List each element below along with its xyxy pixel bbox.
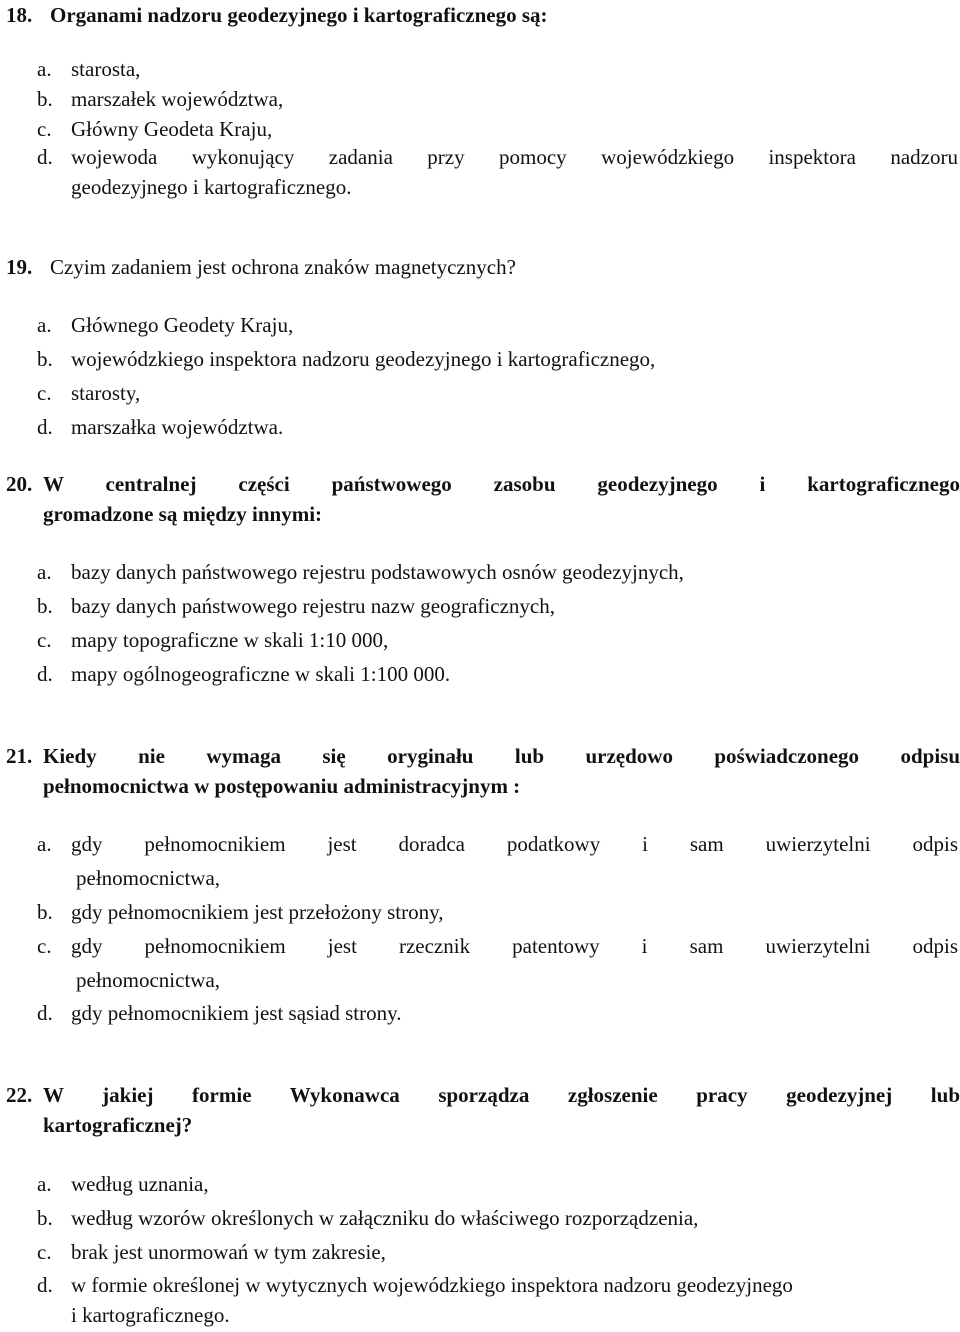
option-letter: d.: [37, 1001, 53, 1025]
question-22-title: [6, 1080, 960, 1140]
option-letter: b.: [37, 900, 53, 924]
question-22-option-a: [37, 1169, 957, 1199]
question-number: 18.: [6, 3, 33, 27]
question-18-option-b: [37, 84, 957, 114]
option-text: gdy pełnomocnikiem jest doradca podatkowy i sam uwierzytelni odpis: [71, 832, 958, 856]
option-letter: a.: [37, 560, 52, 584]
question-22-option-d: [37, 1270, 960, 1330]
question-text-line: Czyim zadaniem jest ochrona znaków magnetycznych?: [50, 255, 516, 279]
question-text-line: Kiedy nie wymaga się oryginału lub urzędowo poświadczonego odpisu: [43, 744, 960, 768]
question-21-title: [6, 741, 960, 801]
option-text: według wzorów określonych w załączniku do właściwego rozporządzenia,: [71, 1206, 699, 1230]
question-number: 21.: [6, 744, 33, 768]
option-letter: c.: [37, 1240, 52, 1264]
option-letter: b.: [37, 347, 53, 371]
question-21-option-c: [37, 931, 960, 991]
question-18-option-c: [37, 114, 957, 144]
option-text: gdy pełnomocnikiem jest rzecznik patentowy i sam uwierzytelni odpis: [71, 934, 958, 958]
question-18-option-d: [37, 142, 960, 202]
option-text: bazy danych państwowego rejestru nazw geograficznych,: [71, 594, 555, 618]
option-letter: b.: [37, 1206, 53, 1230]
question-number: 20.: [6, 472, 33, 496]
option-letter: a.: [37, 57, 52, 81]
question-text-line: W centralnej części państwowego zasobu geodezyjnego i kartograficznego: [43, 472, 960, 496]
option-text-continuation: i kartograficznego.: [71, 1303, 230, 1327]
option-text-continuation: geodezyjnego i kartograficznego.: [71, 175, 352, 199]
option-text: Główny Geodeta Kraju,: [71, 117, 273, 141]
option-letter: b.: [37, 87, 53, 111]
option-text: gdy pełnomocnikiem jest sąsiad strony.: [71, 1001, 402, 1025]
question-20-option-c: [37, 625, 957, 655]
option-text: starosta,: [71, 57, 141, 81]
question-21-option-b: [37, 897, 957, 927]
option-text: gdy pełnomocnikiem jest przełożony strony,: [71, 900, 444, 924]
option-letter: c.: [37, 934, 52, 958]
question-number: 22.: [6, 1083, 33, 1107]
option-text: mapy ogólnogeograficzne w skali 1:100 000.: [71, 662, 451, 686]
question-20-option-b: [37, 591, 957, 621]
question-19-option-a: [37, 310, 957, 340]
option-text: brak jest unormowań w tym zakresie,: [71, 1240, 386, 1264]
option-text: bazy danych państwowego rejestru podstawowych osnów geodezyjnych,: [71, 560, 684, 584]
option-letter: d.: [37, 145, 53, 169]
question-text-line: pełnomocnictwa w postępowaniu administracyjnym :: [43, 774, 521, 798]
option-letter: a.: [37, 313, 52, 337]
option-text: marszałka województwa.: [71, 415, 284, 439]
option-text: wojewoda wykonujący zadania przy pomocy wojewódzkiego inspektora nadzoru: [71, 145, 958, 169]
question-text-line: W jakiej formie Wykonawca sporządza zgłoszenie pracy geodezyjnej lub: [43, 1083, 960, 1107]
question-21-option-d: [37, 998, 957, 1028]
option-text-continuation: pełnomocnictwa,: [76, 968, 221, 992]
question-20-title: [6, 469, 960, 529]
option-text: Głównego Geodety Kraju,: [71, 313, 294, 337]
question-22-option-c: [37, 1237, 957, 1267]
option-letter: d.: [37, 662, 53, 686]
question-19-option-b: [37, 344, 957, 374]
question-21-option-a: [37, 829, 960, 889]
option-letter: d.: [37, 1273, 53, 1297]
option-text-continuation: pełnomocnictwa,: [76, 866, 221, 890]
option-letter: c.: [37, 117, 52, 141]
option-text: w formie określonej w wytycznych wojewódzkiego inspektora nadzoru geodezyjnego: [71, 1273, 793, 1297]
option-text: wojewódzkiego inspektora nadzoru geodezyjnego i kartograficznego,: [71, 347, 656, 371]
option-letter: c.: [37, 381, 52, 405]
option-letter: c.: [37, 628, 52, 652]
question-text-line: Organami nadzoru geodezyjnego i kartograficznego są:: [50, 3, 548, 27]
option-text: starosty,: [71, 381, 141, 405]
question-number: 19.: [6, 255, 33, 279]
option-letter: a.: [37, 1172, 52, 1196]
question-text-line: gromadzone są między innymi:: [43, 502, 323, 526]
question-19-option-c: [37, 378, 957, 408]
option-letter: a.: [37, 832, 52, 856]
question-20-option-d: [37, 659, 957, 689]
question-text-line: kartograficznej?: [43, 1113, 193, 1137]
question-18-option-a: [37, 54, 957, 84]
question-22-option-b: [37, 1203, 957, 1233]
question-19-option-d: [37, 412, 957, 442]
question-20-option-a: [37, 557, 957, 587]
option-text: marszałek województwa,: [71, 87, 284, 111]
option-letter: b.: [37, 594, 53, 618]
option-text: według uznania,: [71, 1172, 209, 1196]
option-text: mapy topograficzne w skali 1:10 000,: [71, 628, 389, 652]
option-letter: d.: [37, 415, 53, 439]
